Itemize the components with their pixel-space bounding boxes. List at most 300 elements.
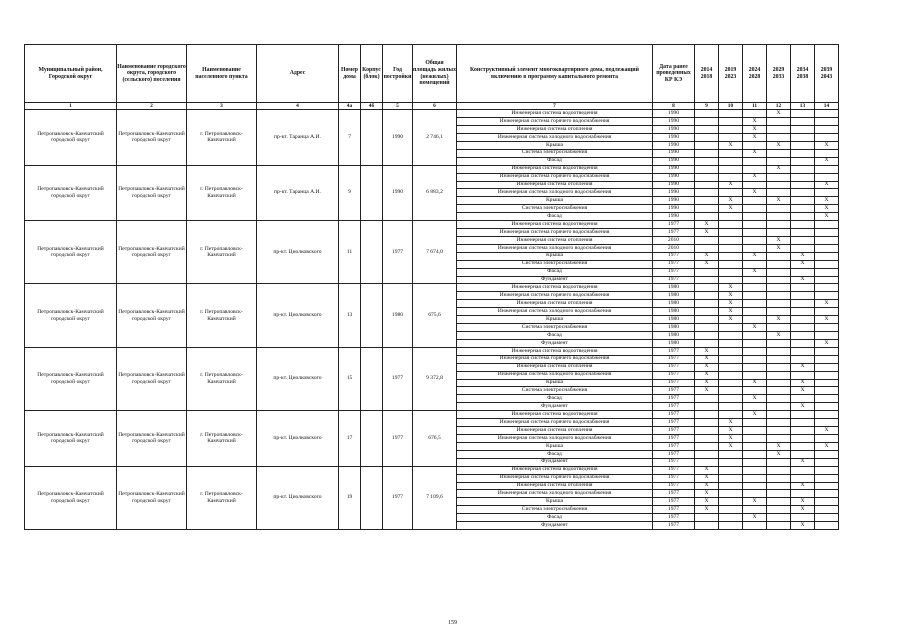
building-cell [361,165,383,220]
period-mark-cell: X [743,324,767,332]
date-cell: 1977 [653,276,695,284]
period-mark-cell [719,339,743,347]
year-cell: 1977 [383,347,413,410]
period-mark-cell [767,252,791,260]
period-mark-cell [719,276,743,284]
period-mark-cell [719,490,743,498]
element-cell: Инженерная система горячего водоснабжения [457,419,653,427]
house-number-cell: 9 [339,165,361,220]
period-mark-cell: X [695,498,719,506]
period-mark-cell [743,141,767,149]
period-mark-cell [791,236,815,244]
locality-cell: г. Петропавловск-Камчатский [187,411,257,466]
period-mark-cell [791,355,815,363]
period-mark-cell [767,474,791,482]
district-cell: Петропавловск-Камчатский городской округ [25,284,117,347]
period-mark-cell [695,157,719,165]
period-mark-cell: X [815,205,839,213]
period-mark-cell [743,458,767,466]
period-mark-cell: X [791,363,815,371]
header-locality: Наименование населенного пункта [187,45,257,103]
building-cell [361,466,383,529]
period-mark-cell [695,276,719,284]
period-mark-cell [743,205,767,213]
column-number: 3 [187,103,257,110]
date-cell: 1980 [653,316,695,324]
period-mark-cell: X [767,197,791,205]
period-mark-cell: X [743,118,767,126]
period-mark-cell [695,308,719,316]
street-cell: пр-кт. Таранца А.И. [257,165,339,220]
period-mark-cell [719,371,743,379]
table-row [25,284,839,292]
period-mark-cell: X [815,181,839,189]
element-cell: Фасад [457,268,653,276]
period-mark-cell [719,363,743,371]
period-mark-cell [815,276,839,284]
period-mark-cell [743,292,767,300]
period-mark-cell [767,339,791,347]
period-mark-cell [719,126,743,134]
header-address: Адрес [257,45,339,103]
element-cell: Фасад [457,514,653,522]
header-period: 2034 2038 [791,45,815,103]
period-mark-cell [815,379,839,387]
period-mark-cell [743,403,767,411]
element-cell: Система электроснабжения [457,260,653,268]
element-cell: Инженерная система отопления [457,300,653,308]
period-mark-cell [743,197,767,205]
period-mark-cell: X [743,252,767,260]
period-mark-cell: X [719,181,743,189]
settlement-cell: Петропавловск-Камчатский городской округ [117,284,187,347]
period-mark-cell [743,466,767,474]
period-mark-cell: X [791,260,815,268]
period-mark-cell [743,181,767,189]
column-number: 10 [719,103,743,110]
element-cell: Фасад [457,157,653,165]
period-mark-cell [719,355,743,363]
date-cell: 1990 [653,149,695,157]
period-mark-cell [695,316,719,324]
page-number: 159 [448,620,457,626]
locality-cell: г. Петропавловск-Камчатский [187,284,257,347]
period-mark-cell [719,506,743,514]
date-cell: 1977 [653,229,695,237]
building-cell [361,284,383,347]
table-row [25,110,839,118]
date-cell: 1977 [653,427,695,435]
period-mark-cell [815,260,839,268]
period-mark-cell [815,498,839,506]
period-mark-cell [791,268,815,276]
period-mark-cell [791,213,815,221]
period-mark-cell [695,149,719,157]
period-mark-cell [767,276,791,284]
table-row [25,165,839,173]
period-mark-cell [743,442,767,450]
period-mark-cell [695,173,719,181]
element-cell: Инженерная система холодного водоснабжения [457,435,653,443]
date-cell: 1977 [653,498,695,506]
locality-cell: г. Петропавловск-Камчатский [187,466,257,529]
element-cell: Инженерная система отопления [457,181,653,189]
period-mark-cell [743,355,767,363]
element-cell: Инженерная система холодного водоснабжения [457,133,653,141]
period-mark-cell: X [695,260,719,268]
document-sheet [24,44,839,530]
element-cell: Инженерная система горячего водоснабжения [457,229,653,237]
date-cell: 1990 [653,141,695,149]
period-mark-cell [767,435,791,443]
date-cell: 1990 [653,213,695,221]
period-mark-cell [695,197,719,205]
period-mark-cell: X [743,268,767,276]
date-cell: 1977 [653,387,695,395]
date-cell: 1977 [653,419,695,427]
period-mark-cell [791,229,815,237]
period-mark-cell [767,490,791,498]
column-number: 11 [743,103,767,110]
period-mark-cell [815,490,839,498]
period-mark-cell [695,268,719,276]
column-number: 13 [791,103,815,110]
period-mark-cell [791,205,815,213]
date-cell: 1977 [653,379,695,387]
period-mark-cell: X [719,284,743,292]
period-mark-cell [791,157,815,165]
period-mark-cell: X [695,506,719,514]
period-mark-cell: X [815,197,839,205]
element-cell: Инженерная система водоотведения [457,110,653,118]
period-mark-cell: X [695,490,719,498]
period-mark-cell: X [791,482,815,490]
period-mark-cell [767,506,791,514]
date-cell: 1977 [653,403,695,411]
period-mark-cell: X [719,308,743,316]
column-number: 4 [257,103,339,110]
period-mark-cell [695,395,719,403]
house-number-cell: 15 [339,347,361,410]
period-mark-cell: X [743,189,767,197]
period-mark-cell [791,292,815,300]
date-cell: 1977 [653,442,695,450]
period-mark-cell: X [719,300,743,308]
column-number: 2 [117,103,187,110]
element-cell: Инженерная система холодного водоснабжения [457,244,653,252]
period-mark-cell: X [815,141,839,149]
building-cell [361,221,383,284]
period-mark-cell [767,411,791,419]
element-cell: Крыша [457,141,653,149]
element-cell: Инженерная система холодного водоснабжения [457,308,653,316]
period-mark-cell [767,427,791,435]
element-cell: Инженерная система горячего водоснабжения [457,355,653,363]
period-mark-cell [719,514,743,522]
period-mark-cell: X [719,427,743,435]
period-mark-cell [695,236,719,244]
period-mark-cell: X [719,442,743,450]
element-cell: Инженерная система холодного водоснабжения [457,490,653,498]
column-number: 4б [361,103,383,110]
period-mark-cell [767,284,791,292]
year-cell: 1990 [383,165,413,220]
period-mark-cell [743,387,767,395]
period-mark-cell [719,458,743,466]
date-cell: 1977 [653,482,695,490]
period-mark-cell [695,141,719,149]
header-house-number: Номер дома [339,45,361,103]
header-building: Корпус (блок) [361,45,383,103]
period-mark-cell [791,189,815,197]
element-cell: Инженерная система горячего водоснабжения [457,474,653,482]
period-mark-cell [815,474,839,482]
period-mark-cell [815,133,839,141]
element-cell: Система электроснабжения [457,387,653,395]
date-cell: 1977 [653,268,695,276]
period-mark-cell [719,450,743,458]
period-mark-cell: X [695,221,719,229]
period-mark-cell [791,165,815,173]
period-mark-cell [695,514,719,522]
date-cell: 1977 [653,395,695,403]
period-mark-cell [695,419,719,427]
period-mark-cell [743,371,767,379]
period-mark-cell: X [815,157,839,165]
date-cell: 1990 [653,173,695,181]
period-mark-cell [791,126,815,134]
area-cell: 7 109,6 [413,466,457,529]
date-cell: 2010 [653,244,695,252]
street-cell: пр-кт. Циолковского [257,411,339,466]
street-cell: пр-кт. Таранца А.И. [257,110,339,165]
period-mark-cell: X [695,252,719,260]
element-cell: Инженерная система отопления [457,427,653,435]
period-mark-cell [767,498,791,506]
period-mark-cell [695,292,719,300]
period-mark-cell: X [695,474,719,482]
column-number: 1 [25,103,117,110]
header-area: Общая площадь жилых (нежилых) помещений [413,45,457,103]
date-cell: 1990 [653,165,695,173]
period-mark-cell [815,126,839,134]
header-period: 2039 2043 [815,45,839,103]
locality-cell: г. Петропавловск-Камчатский [187,347,257,410]
period-mark-cell [743,506,767,514]
period-mark-cell [767,482,791,490]
period-mark-cell: X [695,387,719,395]
date-cell: 1977 [653,221,695,229]
period-mark-cell [695,324,719,332]
element-cell: Крыша [457,252,653,260]
period-mark-cell [719,498,743,506]
period-mark-cell: X [791,498,815,506]
period-mark-cell [767,221,791,229]
period-mark-cell [743,284,767,292]
period-mark-cell [815,395,839,403]
period-mark-cell: X [815,442,839,450]
period-mark-cell [791,419,815,427]
period-mark-cell: X [791,276,815,284]
street-cell: пр-кт. Циолковского [257,284,339,347]
period-mark-cell [815,411,839,419]
street-cell: пр-кт. Циолковского [257,221,339,284]
period-mark-cell [815,522,839,530]
period-mark-cell [767,514,791,522]
period-mark-cell: X [695,229,719,237]
period-mark-cell [791,118,815,126]
period-mark-cell: X [767,442,791,450]
period-mark-cell [815,363,839,371]
locality-cell: г. Петропавловск-Камчатский [187,110,257,165]
date-cell: 1977 [653,363,695,371]
period-mark-cell: X [815,213,839,221]
period-mark-cell [743,332,767,340]
date-cell: 1990 [653,189,695,197]
settlement-cell: Петропавловск-Камчатский городской округ [117,347,187,410]
period-mark-cell: X [743,149,767,157]
period-mark-cell [791,395,815,403]
date-cell: 1980 [653,284,695,292]
element-cell: Фасад [457,450,653,458]
settlement-cell: Петропавловск-Камчатский городской округ [117,110,187,165]
header-date: Дата ранее проведенных КР КЭ [653,45,695,103]
period-mark-cell: X [719,205,743,213]
period-mark-cell: X [791,387,815,395]
period-mark-cell [791,197,815,205]
element-cell: Фасад [457,395,653,403]
period-mark-cell [815,110,839,118]
period-mark-cell [743,236,767,244]
date-cell: 1980 [653,308,695,316]
period-mark-cell [695,133,719,141]
period-mark-cell [719,244,743,252]
year-cell: 1980 [383,284,413,347]
period-mark-cell [719,387,743,395]
element-cell: Инженерная система отопления [457,482,653,490]
element-cell: Фундамент [457,403,653,411]
house-number-cell: 11 [339,221,361,284]
period-mark-cell [743,229,767,237]
period-mark-cell [791,347,815,355]
period-mark-cell [719,133,743,141]
date-cell: 1977 [653,371,695,379]
element-cell: Инженерная система водоотведения [457,221,653,229]
period-mark-cell [719,522,743,530]
element-cell: Крыша [457,316,653,324]
locality-cell: г. Петропавловск-Камчатский [187,165,257,220]
period-mark-cell [791,221,815,229]
period-mark-cell [719,332,743,340]
period-mark-cell [695,522,719,530]
period-mark-cell: X [719,292,743,300]
period-mark-cell [719,268,743,276]
table-row [25,347,839,355]
period-mark-cell [767,181,791,189]
date-cell: 1990 [653,197,695,205]
period-mark-cell [815,458,839,466]
period-mark-cell [743,221,767,229]
period-mark-cell [719,110,743,118]
building-cell [361,411,383,466]
settlement-cell: Петропавловск-Камчатский городской округ [117,466,187,529]
period-mark-cell [719,474,743,482]
table-row [25,221,839,229]
period-mark-cell [695,213,719,221]
column-number: 9 [695,103,719,110]
date-cell: 1977 [653,506,695,514]
element-cell: Крыша [457,379,653,387]
date-cell: 1980 [653,332,695,340]
period-mark-cell: X [695,347,719,355]
period-mark-cell [695,411,719,419]
column-number: 8 [653,103,695,110]
column-number: 4а [339,103,361,110]
table-row [25,466,839,474]
period-mark-cell [815,387,839,395]
element-cell: Фундамент [457,276,653,284]
period-mark-cell [695,244,719,252]
building-cell [361,347,383,410]
period-mark-cell [815,347,839,355]
period-mark-cell [719,149,743,157]
period-mark-cell [815,284,839,292]
period-mark-cell [695,403,719,411]
period-mark-cell [743,213,767,221]
period-mark-cell [815,435,839,443]
period-mark-cell [743,450,767,458]
element-cell: Крыша [457,442,653,450]
period-mark-cell [743,363,767,371]
table-row [25,411,839,419]
period-mark-cell [695,284,719,292]
period-mark-cell [695,205,719,213]
period-mark-cell: X [791,252,815,260]
house-number-cell: 19 [339,466,361,529]
period-mark-cell [719,165,743,173]
period-mark-cell [791,244,815,252]
period-mark-cell [815,118,839,126]
period-mark-cell [695,427,719,435]
period-mark-cell [767,260,791,268]
date-cell: 1977 [653,522,695,530]
period-mark-cell [791,427,815,435]
element-cell: Инженерная система отопления [457,363,653,371]
period-mark-cell [815,189,839,197]
period-mark-cell [695,332,719,340]
period-mark-cell [791,442,815,450]
date-cell: 1990 [653,133,695,141]
period-mark-cell [815,252,839,260]
period-mark-cell [815,332,839,340]
element-cell: Фасад [457,332,653,340]
period-mark-cell: X [695,371,719,379]
date-cell: 1977 [653,260,695,268]
period-mark-cell [767,173,791,181]
district-cell: Петропавловск-Камчатский городской округ [25,110,117,165]
period-mark-cell: X [767,332,791,340]
period-mark-cell [695,435,719,443]
date-cell: 1977 [653,514,695,522]
header-period: 2029 2033 [767,45,791,103]
period-mark-cell [767,268,791,276]
date-cell: 1977 [653,347,695,355]
period-mark-cell [719,411,743,419]
date-cell: 1990 [653,126,695,134]
element-cell: Инженерная система водоотведения [457,347,653,355]
period-mark-cell [767,371,791,379]
area-cell: 675,6 [413,284,457,347]
